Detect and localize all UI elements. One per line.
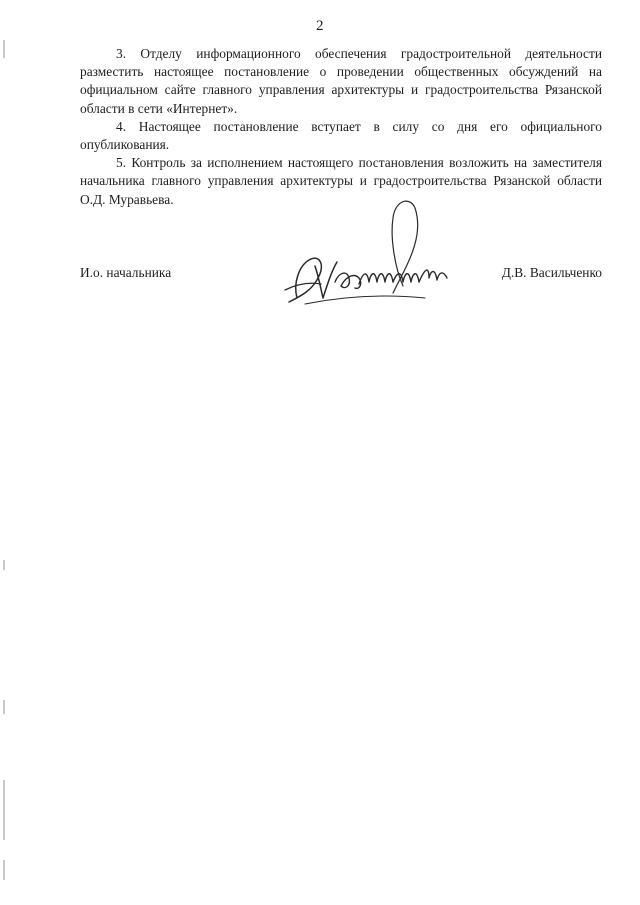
scan-edge-marks <box>3 0 7 905</box>
paragraph-3: 3. Отделу информационного обеспечения градостроительной деятельности разместить настоящее постановление о проведении общественных обсуждений на официальном сайте главного управления архитектуры и градостроительства Рязанской области в сети «Интернет». <box>80 46 602 116</box>
paragraph-4: 4. Настоящее постановление вступает в силу со дня его официального опубликования. <box>80 118 602 153</box>
signatory-name: Д.В. Васильченко <box>501 265 602 280</box>
paragraph-5: 5. Контроль за исполнением настоящего постановления возложить на заместителя начальника главного управления архитектуры и градостроительства Рязанской области О.Д. Муравьева. <box>80 155 602 207</box>
handwritten-signature-icon <box>275 198 465 313</box>
page-number: 2 <box>316 18 324 34</box>
signatory-position: И.о. начальника <box>80 265 172 280</box>
signature-block <box>80 265 602 295</box>
document-body <box>80 45 602 209</box>
